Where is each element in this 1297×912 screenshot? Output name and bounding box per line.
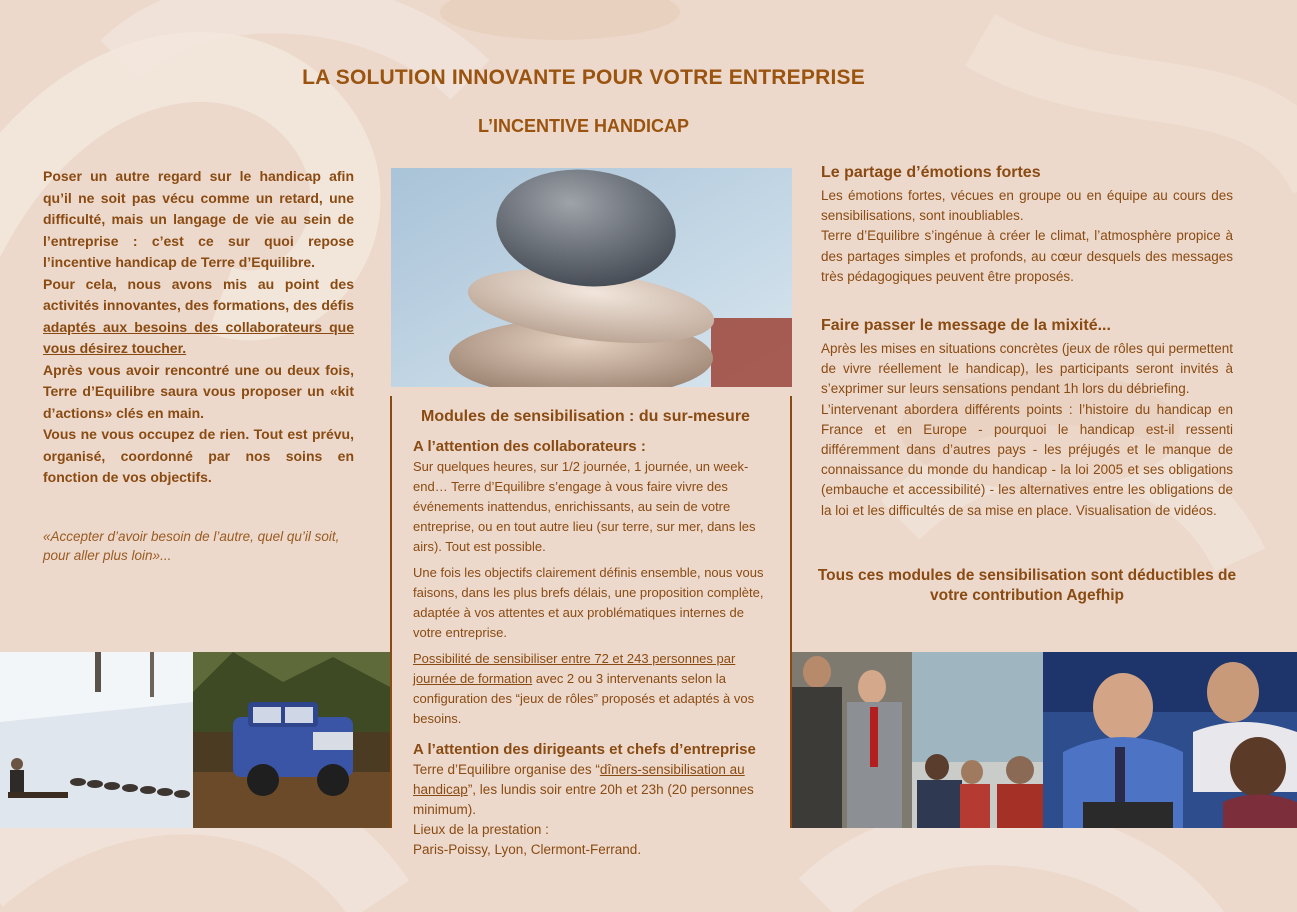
quote: «Accepter d’avoir besoin de l’autre, quel qu’il soit, pour aller plus loin»... [43,529,340,563]
leaders-heading: A l’attention des dirigeants et chefs d’entreprise [413,741,756,758]
intro-paragraph-2 [43,274,354,360]
modules-section [413,400,770,860]
mixity-paragraph-1: Après les mises en situations concrètes (jeux de rôles qui permettent de vivre réellement le handicap), les participants seront invités à s’exprimer sur leurs sensations pendant 1h lors du débriefing. [821,341,1233,397]
emotions-paragraph-1: Les émotions fortes, vécues en groupe ou en équipe au cours des sensibilisations, sont inoubliables. [821,188,1233,224]
dinners-underlined: dîners-sensibilisation au handicap [413,762,745,797]
locations-label: Lieux de la prestation : [413,822,549,837]
collaborators-paragraph-3 [413,649,770,729]
modules-heading: Modules de sensibilisation : du sur-mesure [421,408,750,425]
capacity-rest: avec 2 ou 3 intervenants selon la configuration des “jeux de rôles” proposés et adaptés à vos besoins. [413,671,755,726]
collaborators-paragraph-1: Sur quelques heures, sur 1/2 journée, 1 journée, un week-end… Terre d’Equilibre s’engage à vous faire vivre des événements inattendus, enrichissants, au sein de votre entreprise, ou en tout autre lieu (sur terre, sur mer, dans les airs). Tout est possible. [413,459,756,554]
dinners-start: Terre d’Equilibre organise des “ [413,762,600,777]
office-team-photo [1043,652,1297,828]
dinners-end: ”, les lundis soir entre 20h et 23h (20 personnes minimum). [413,782,754,817]
left-divider [390,396,392,828]
page-title: LA SOLUTION INNOVANTE POUR VOTRE ENTREPRISE [302,66,865,89]
intro-paragraph-2-underlined: adaptés aux besoins des collaborateurs que vous désirez toucher. [43,318,354,356]
meeting-photo [792,652,1043,828]
locations-list: Paris-Poissy, Lyon, Clermont-Ferrand. [413,842,642,857]
jeep-photo [193,652,390,828]
emotions-heading: Le partage d’émotions fortes [821,164,1041,181]
collaborators-paragraph-2: Une fois les objectifs clairement définis ensemble, nous vous faisons, dans les plus brefs délais, une proposition complète, adaptée à vos attentes et aux problématiques internes de votre entreprise. [413,565,764,640]
leaders-paragraph-1 [413,760,770,820]
mixity-heading: Faire passer le message de la mixité... [821,317,1111,335]
intro-text [43,166,354,489]
intro-paragraph-2-start: Pour cela, nous avons mis au point des activités innovantes, des formations, des défis [43,275,354,313]
emotions-paragraph-2: Terre d’Equilibre s’ingénue à créer le climat, l’atmosphère propice à des partages simples et profonds, au cœur desquels des messages très pédagogiques peuvent être proposés. [821,228,1233,284]
conclusion-text: Tous ces modules de sensibilisation sont déductibles de votre contribution Agefhip [817,567,1237,604]
capacity-underlined: Possibilité de sensibiliser entre 72 et 243 personnes par journée de formation [413,651,736,686]
right-column [821,164,1233,521]
stones-photo [391,168,792,387]
intro-paragraph-3: Après vous avoir rencontré une ou deux fois, Terre d’Equilibre saura vous proposer un «kit d’actions» clés en main. [43,361,354,421]
intro-paragraph-1: Poser un autre regard sur le handicap afin qu’il ne soit pas vécu comme un retard, une difficulté, mais un langage de vie au sein de l’entreprise : c’est ce sur quoi repose l’incentive handicap de Terre d’Equilibre. [43,168,354,270]
intro-paragraph-4: Vous ne vous occupez de rien. Tout est prévu, organisé, coordonné par nos soins en fonction de vos objectifs. [43,426,354,485]
collaborators-heading: A l’attention des collaborateurs : [413,438,646,455]
dog-sled-photo [0,652,193,828]
mixity-paragraph-2: L’intervenant abordera différents points : l’histoire du handicap en France et en Europe - pourquoi le handicap est-il ressenti différemment dans d’autres pays - les préjugés et le manque de connaissance du monde du handicap - la loi 2005 et ses obligations (embauche et accessibilité) - les alternatives entre les obligations de la loi et les difficultés de sa mise en place. Visualisation de vidéos. [821,401,1233,518]
page-subtitle: L’INCENTIVE HANDICAP [477,116,690,136]
